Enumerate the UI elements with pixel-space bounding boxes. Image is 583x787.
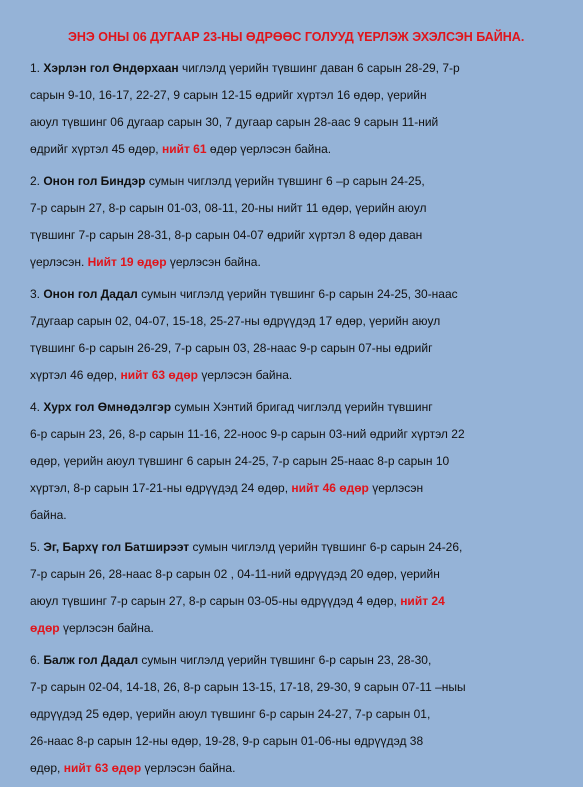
- text-line: [30, 55, 573, 82]
- text-line: [30, 82, 573, 109]
- text-segment: өдөр,: [30, 761, 64, 775]
- text-segment: сумын чиглэлд үерийн түвшинг 6-р сарын 23, 28-30,: [138, 653, 432, 667]
- text-segment: үерлэсэн: [368, 481, 424, 495]
- text-segment: сумын чиглэлд үерийн түвшинг 6 –р сарын 24-25,: [145, 174, 425, 188]
- text-segment: 1.: [30, 61, 44, 75]
- total-days-highlight: Нийт 19 өдөр: [87, 255, 167, 269]
- text-line: [30, 674, 573, 701]
- river-name: Онон гол Дадал: [43, 287, 138, 301]
- text-segment: аюул түвшинг 7-р сарын 27, 8-р сарын 03-05-ны өдрүүдэд 4 өдөр,: [30, 594, 401, 608]
- total-days-highlight: нийт 63 өдөр: [63, 761, 142, 775]
- text-segment: 7-р сарын 26, 28-наас 8-р сарын 02 , 04-11-ний өдрүүдэд 20 өдөр, үерийн: [30, 567, 440, 581]
- text-segment: 26-наас 8-р сарын 12-ны өдөр, 19-28, 9-р сарын 01-06-ны өдрүүдэд 38: [30, 734, 424, 748]
- text-segment: 7-р сарын 02-04, 14-18, 26, 8-р сарын 13-15, 17-18, 29-30, 9 сарын 07-11 –ныы: [30, 680, 466, 694]
- text-segment: үерлэсэн байна.: [166, 255, 261, 269]
- river-entry-2: [30, 168, 573, 276]
- text-line: [30, 335, 573, 362]
- text-segment: сумын чиглэлд үерийн түвшинг 6-р сарын 24-26,: [189, 540, 463, 554]
- text-line: [30, 448, 573, 475]
- text-segment: 5.: [30, 540, 44, 554]
- text-segment: үерлэсэн байна.: [59, 621, 154, 635]
- text-segment: 7-р сарын 27, 8-р сарын 01-03, 08-11, 20-ны нийт 11 өдөр, үерийн аюул: [30, 201, 427, 215]
- total-days-highlight: нийт 63 өдөр: [120, 368, 198, 382]
- text-segment: түвшинг 7-р сарын 28-31, 8-р сарын 04-07 өдрийг хүртэл 8 өдөр даван: [30, 228, 423, 242]
- text-segment: аюул түвшинг 06 дугаар сарын 30, 7 дугаар сарын 28-аас 9 сарын 11-ний: [30, 115, 439, 129]
- text-segment: сарын 9-10, 16-17, 22-27, 9 сарын 12-15 өдрийг хүртэл 16 өдөр, үерийн: [30, 88, 427, 102]
- river-entry-5: [30, 534, 573, 642]
- text-line: [30, 249, 573, 276]
- text-segment: 7дугаар сарын 02, 04-07, 15-18, 25-27-ны өдрүүдэд 17 өдөр, үерийн аюул: [30, 314, 441, 328]
- text-line: [30, 728, 573, 755]
- text-segment: сумын Хэнтий бригад чиглэлд үерийн түвшинг: [171, 400, 433, 414]
- text-line: [30, 136, 573, 163]
- text-line: [30, 362, 573, 389]
- total-days-highlight: нийт 46 өдөр: [291, 481, 369, 495]
- text-segment: үерлэсэн байна.: [198, 368, 293, 382]
- text-segment: 6-р сарын 23, 26, 8-р сарын 11-16, 22-ноос 9-р сарын 03-ний өдрийг хүртэл 22: [30, 427, 465, 441]
- text-segment: 6.: [30, 653, 44, 667]
- text-line: [30, 394, 573, 421]
- text-segment: өдөр, үерийн аюул түвшинг 6 сарын 24-25, 7-р сарын 25-наас 8-р сарын 10: [30, 454, 450, 468]
- text-segment: сумын чиглэлд үерийн түвшинг 6-р сарын 24-25, 30-наас: [137, 287, 458, 301]
- river-flood-list: [30, 55, 573, 787]
- river-name: Хэрлэн гол Өндөрхаан: [43, 61, 179, 75]
- text-segment: үерлэсэн байна.: [141, 761, 236, 775]
- total-days-highlight: нийт 24: [400, 594, 445, 608]
- text-segment: өдрийг хүртэл 45 өдөр,: [30, 142, 162, 156]
- river-entry-1: [30, 55, 573, 163]
- text-line: [30, 308, 573, 335]
- text-segment: түвшинг 6-р сарын 26-29, 7-р сарын 03, 28-наас 9-р сарын 07-ны өдрийг: [30, 341, 433, 355]
- river-entry-6: [30, 647, 573, 782]
- river-entry-4: [30, 394, 573, 529]
- river-name: Хурх гол Өмнөдэлгэр: [43, 400, 172, 414]
- text-segment: өдрүүдэд 25 өдөр, үерийн аюул түвшинг 6-р сарын 24-27, 7-р сарын 01,: [30, 707, 431, 721]
- text-line: [30, 701, 573, 728]
- total-days-highlight: нийт 61: [161, 142, 207, 156]
- text-line: [30, 168, 573, 195]
- text-line: [30, 502, 573, 529]
- document-title: ЭНЭ ОНЫ 06 ДУГААР 23-НЫ ӨДРӨӨС ГОЛУУД ҮЕРЛЭЖ ЭХЭЛСЭН БАЙНА.: [68, 30, 525, 44]
- text-line: [30, 588, 573, 615]
- text-segment: өдөр үерлэсэн байна.: [206, 142, 332, 156]
- text-segment: 2.: [30, 174, 44, 188]
- text-line: [30, 421, 573, 448]
- text-segment: хүртэл 46 өдөр,: [30, 368, 121, 382]
- text-segment: байна.: [30, 508, 67, 522]
- text-segment: хүртэл, 8-р сарын 17-21-ны өдрүүдэд 24 өдөр,: [30, 481, 292, 495]
- text-segment: 4.: [30, 400, 44, 414]
- total-days-highlight: өдөр: [30, 621, 60, 635]
- river-name: Балж гол Дадал: [43, 653, 139, 667]
- text-line: [30, 195, 573, 222]
- text-line: [30, 281, 573, 308]
- text-line: [30, 475, 573, 502]
- text-line: [30, 561, 573, 588]
- text-line: [30, 647, 573, 674]
- text-line: [30, 615, 573, 642]
- text-segment: 3.: [30, 287, 44, 301]
- text-line: [30, 222, 573, 249]
- text-segment: үерлэсэн.: [30, 255, 88, 269]
- river-name: Онон гол Биндэр: [43, 174, 146, 188]
- text-line: [30, 109, 573, 136]
- text-line: [30, 755, 573, 782]
- river-entry-3: [30, 281, 573, 389]
- river-name: Эг, Бархү гол Батширээт: [43, 540, 190, 554]
- text-line: [30, 534, 573, 561]
- text-segment: чиглэлд үерийн түвшинг даван 6 сарын 28-29, 7-р: [178, 61, 460, 75]
